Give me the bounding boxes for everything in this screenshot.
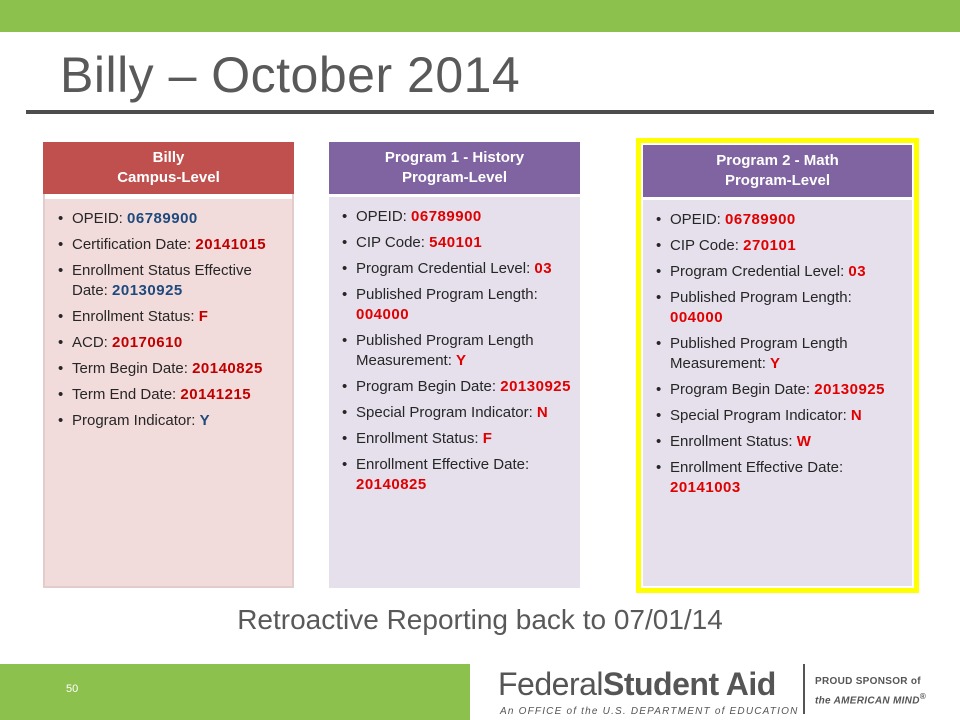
sponsor-text — [815, 674, 926, 708]
slide-subtitle: Retroactive Reporting back to 07/01/14 — [237, 604, 723, 635]
field-value: 03 — [848, 263, 867, 280]
field-label: Published Program Length Measurement: — [670, 335, 848, 372]
field-label: Term Begin Date: — [72, 360, 193, 377]
list-item — [72, 359, 284, 379]
program-2-card-highlighted — [636, 138, 919, 593]
field-label: Enrollment Effective Date: — [356, 456, 530, 473]
list-item — [670, 432, 904, 452]
field-label: ACD: — [72, 334, 113, 351]
card-body — [45, 199, 292, 586]
field-label: Published Program Length: — [356, 286, 538, 303]
field-value: 004000 — [670, 309, 724, 326]
list-item — [72, 411, 284, 431]
logo-wordmark — [498, 666, 776, 703]
list-item — [356, 377, 572, 397]
field-list — [643, 200, 912, 498]
campus-level-card — [43, 142, 294, 588]
field-value: Y — [770, 355, 781, 372]
card-header — [643, 145, 912, 197]
field-value: F — [482, 430, 493, 447]
sponsor-line2: the AMERICAN MIND — [815, 695, 920, 707]
field-value: F — [198, 308, 209, 325]
list-item — [356, 403, 572, 423]
list-item — [670, 334, 904, 374]
field-value: 540101 — [429, 234, 483, 251]
field-value: 06789900 — [411, 208, 482, 225]
field-label: Published Program Length Measurement: — [356, 332, 534, 369]
slide-title: Billy – October 2014 — [60, 47, 521, 103]
list-item — [72, 209, 284, 229]
field-label: Certification Date: — [72, 236, 196, 253]
logo-word-federal: Federal — [498, 666, 603, 702]
field-label: Enrollment Status Effective Date: — [72, 262, 252, 299]
field-label: Published Program Length: — [670, 289, 852, 306]
logo-divider — [803, 664, 805, 714]
field-label: Program Begin Date: — [670, 381, 815, 398]
list-item — [356, 285, 572, 325]
logo-tagline: An OFFICE of the U.S. DEPARTMENT of EDUCATION — [500, 706, 799, 717]
field-label: Enrollment Status: — [356, 430, 483, 447]
card-inner — [643, 145, 912, 586]
list-item — [356, 233, 572, 253]
field-label: OPEID: — [72, 210, 128, 227]
list-item — [670, 380, 904, 400]
field-value: N — [850, 407, 863, 424]
title-underline — [26, 110, 934, 114]
field-label: Program Begin Date: — [356, 378, 501, 395]
card-header-line2: Campus-Level — [117, 169, 220, 186]
field-value: 06789900 — [127, 210, 198, 227]
field-value: 20141215 — [180, 386, 252, 403]
card-header-line1: Billy — [152, 149, 185, 166]
field-value: 03 — [534, 260, 553, 277]
list-item — [72, 261, 284, 301]
field-value: 20170610 — [112, 334, 183, 351]
list-item — [72, 385, 284, 405]
list-item — [670, 210, 904, 230]
field-label: CIP Code: — [356, 234, 430, 251]
field-label: Program Indicator: — [72, 412, 200, 429]
field-value: 20130925 — [112, 282, 183, 299]
field-value: 20130925 — [500, 378, 571, 395]
card-body — [329, 197, 580, 588]
field-value: 20140825 — [356, 476, 427, 493]
list-item — [72, 333, 284, 353]
list-item — [356, 207, 572, 227]
logo-word-student-aid: Student Aid — [603, 666, 776, 702]
field-value: 270101 — [743, 237, 797, 254]
page-number: 50 — [66, 683, 79, 695]
list-item — [72, 307, 284, 327]
field-value: 20140825 — [192, 360, 263, 377]
field-label: Special Program Indicator: — [356, 404, 537, 421]
field-label: OPEID: — [670, 211, 726, 228]
field-value: 004000 — [356, 306, 410, 323]
field-value: 06789900 — [725, 211, 796, 228]
list-item — [356, 331, 572, 371]
sponsor-line1: PROUD SPONSOR of — [815, 676, 921, 687]
field-label: Program Credential Level: — [670, 263, 849, 280]
field-value: N — [536, 404, 549, 421]
program-1-card — [329, 142, 580, 588]
field-label: OPEID: — [356, 208, 412, 225]
field-label: Term End Date: — [72, 386, 181, 403]
card-header — [329, 142, 580, 194]
card-header-line1: Program 2 - Math — [716, 152, 839, 169]
card-body — [643, 200, 912, 586]
card-header-line2: Program-Level — [401, 169, 508, 186]
list-item — [356, 455, 572, 495]
field-value: W — [796, 433, 812, 450]
field-list — [329, 197, 580, 495]
registered-mark: ® — [919, 691, 927, 701]
list-item — [72, 235, 284, 255]
list-item — [670, 406, 904, 426]
field-label: Enrollment Status: — [670, 433, 797, 450]
field-value: 20141003 — [670, 479, 741, 496]
field-label: CIP Code: — [670, 237, 744, 254]
list-item — [670, 458, 904, 498]
field-label: Program Credential Level: — [356, 260, 535, 277]
list-item — [670, 288, 904, 328]
top-accent-bar — [0, 0, 960, 32]
field-value: Y — [456, 352, 467, 369]
field-label: Enrollment Effective Date: — [670, 459, 844, 476]
card-header — [43, 142, 294, 194]
field-value: 20130925 — [814, 381, 885, 398]
field-list — [45, 199, 292, 431]
field-value: 20141015 — [195, 236, 267, 253]
card-header-line2: Program-Level — [724, 172, 831, 189]
list-item — [670, 262, 904, 282]
list-item — [670, 236, 904, 256]
field-label: Special Program Indicator: — [670, 407, 851, 424]
field-label: Enrollment Status: — [72, 308, 199, 325]
field-value: Y — [199, 412, 211, 429]
card-header-line1: Program 1 - History — [384, 149, 525, 166]
list-item — [356, 259, 572, 279]
list-item — [356, 429, 572, 449]
